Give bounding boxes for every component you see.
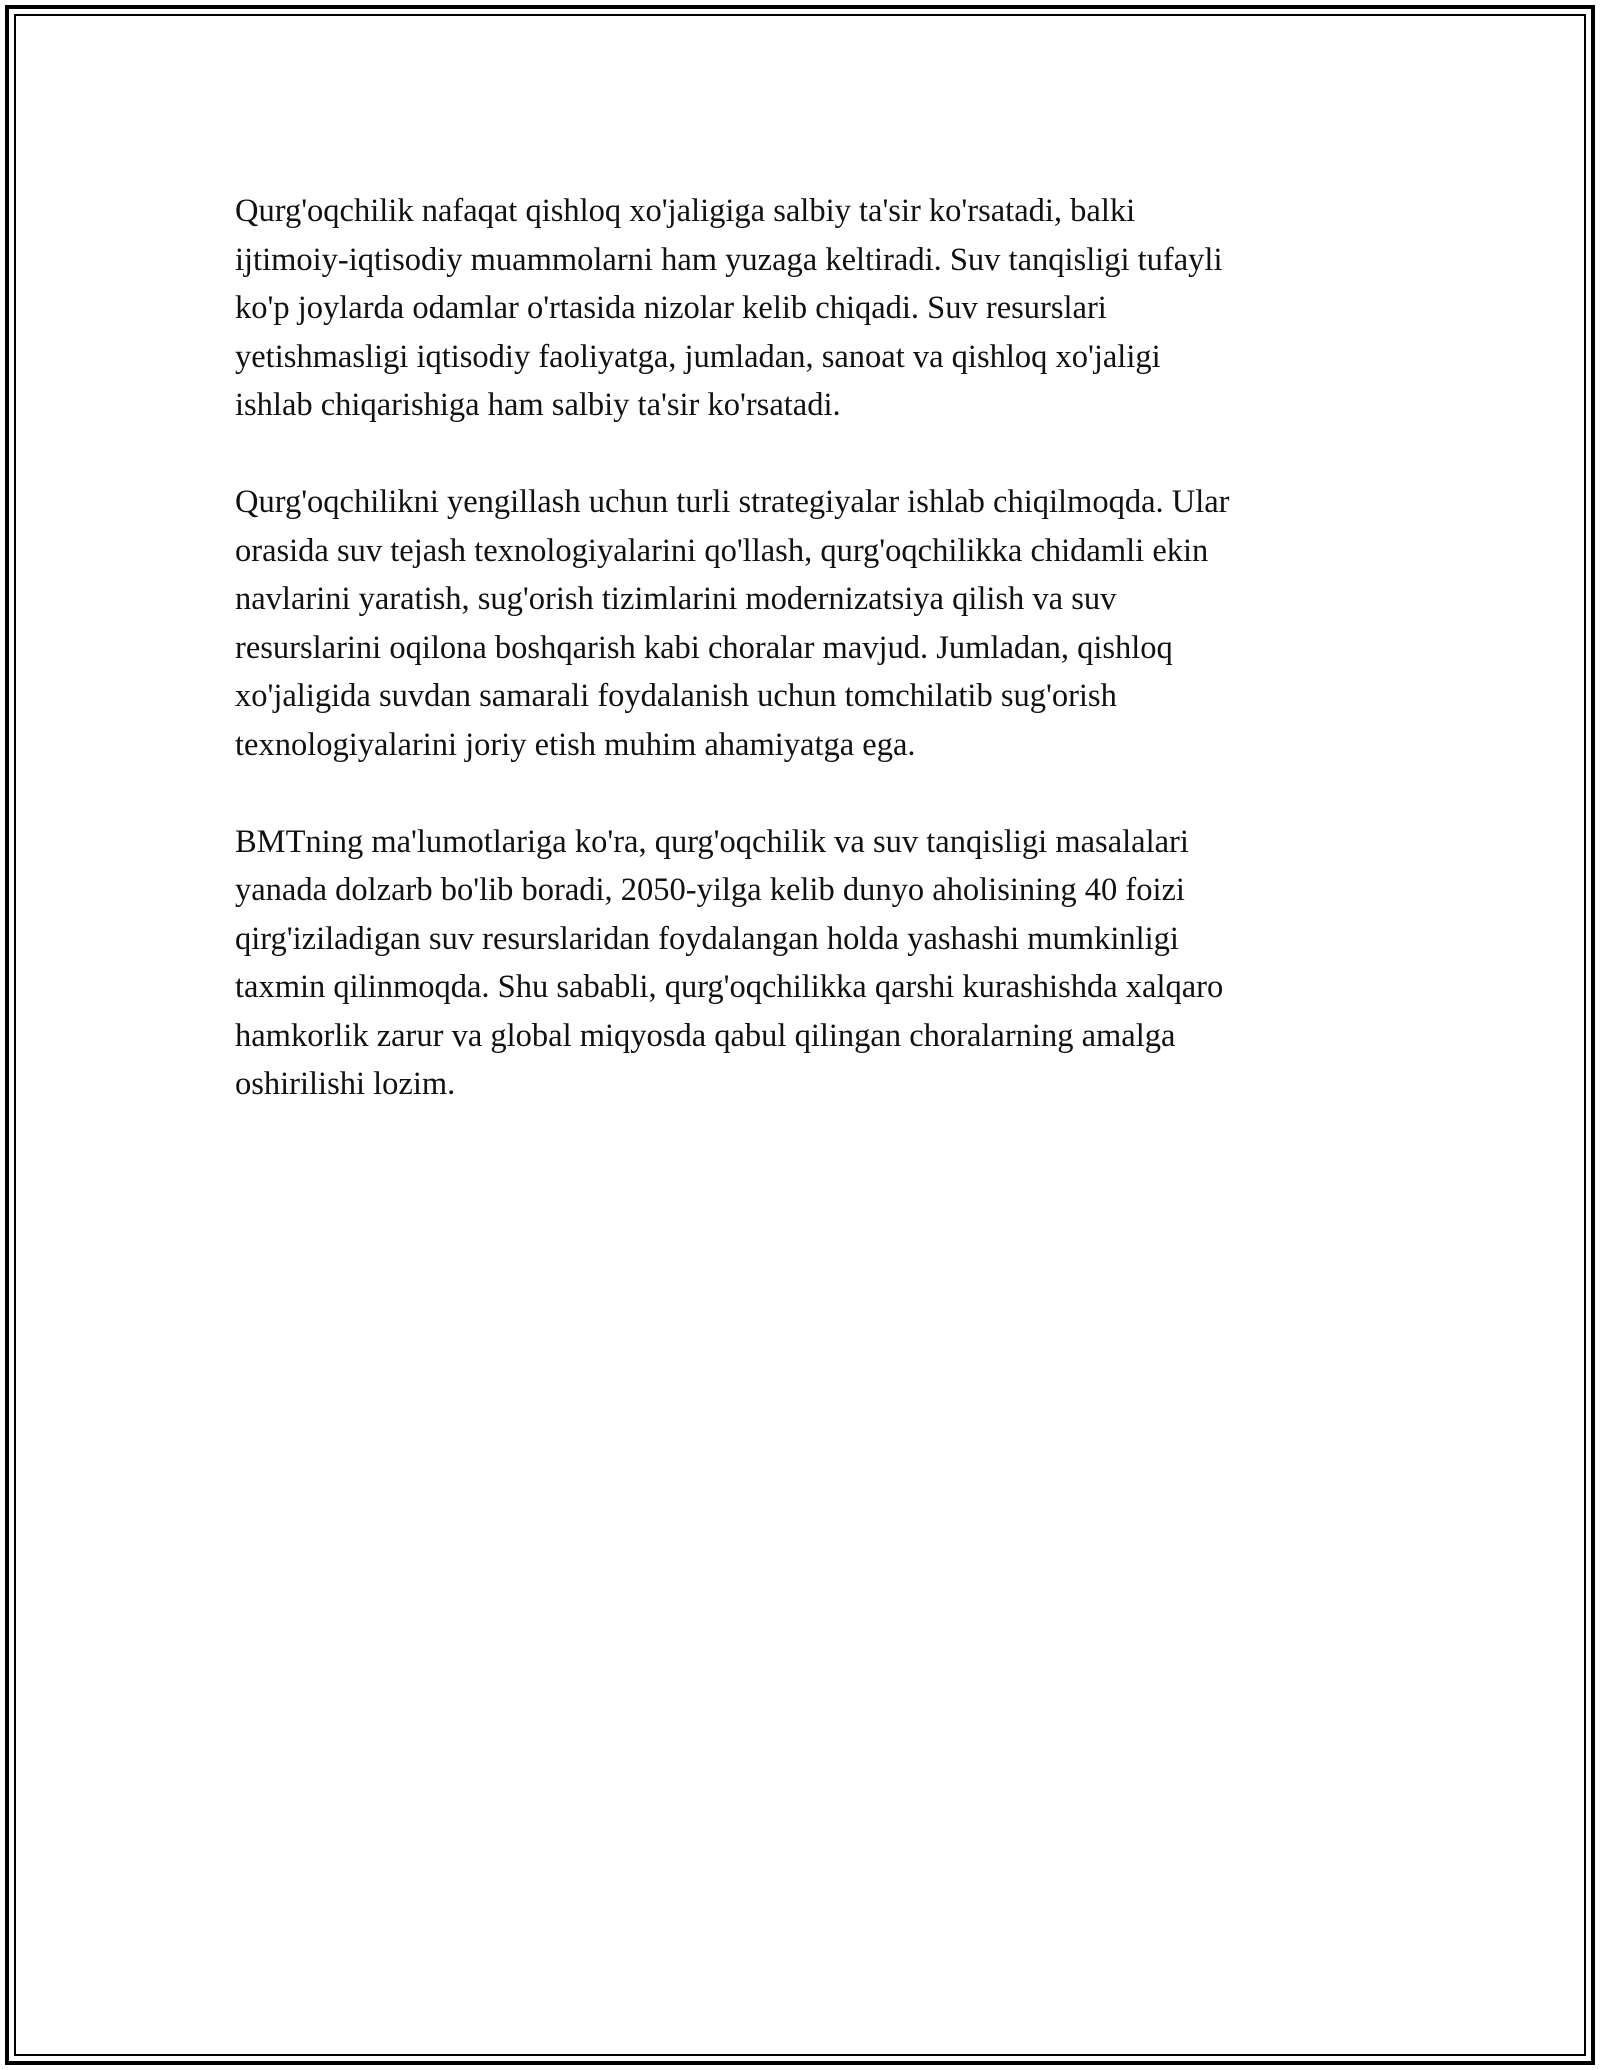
text-line: navlarini yaratish, sug'orish tizimlarini modernizatsiya qilish va suv (235, 581, 1117, 617)
text-line: taxmin qilinmoqda. Shu sababli, qurg'oqchilikka qarshi kurashishda xalqaro (235, 969, 1224, 1005)
text-line: qirg'iziladigan suv resurslaridan foydalangan holda yashashi mumkinligi (235, 920, 1179, 957)
document-body (235, 187, 1385, 1157)
text-line: ijtimoiy-iqtisodiy muammolarni ham yuzaga keltiradi. Suv tanqisligi tufayli (235, 241, 1223, 278)
text-line: Qurg'oqchilik nafaqat qishloq xo'jaligiga salbiy ta'sir ko'rsatadi, balki (235, 193, 1136, 229)
text-line: Qurg'oqchilikni yengillash uchun turli strategiyalar ishlab chiqilmoqda. Ular (235, 484, 1230, 520)
text-line: yanada dolzarb bo'lib boradi, 2050-yilga kelib dunyo aholisining 40 foizi (235, 872, 1185, 908)
paragraph-2 (235, 478, 1385, 769)
text-line: ishlab chiqarishiga ham salbiy ta'sir ko'rsatadi. (235, 387, 841, 423)
text-line: texnologiyalarini joriy etish muhim ahamiyatga ega. (235, 726, 916, 763)
text-line: orasida suv tejash texnologiyalarini qo'llash, qurg'oqchilikka chidamli ekin (235, 532, 1209, 569)
text-line: resurslarini oqilona boshqarish kabi choralar mavjud. Jumladan, qishloq (235, 629, 1173, 666)
text-line: xo'jaligida suvdan samarali foydalanish uchun tomchilatib sug'orish (235, 678, 1117, 714)
text-line: yetishmasligi iqtisodiy faoliyatga, jumladan, sanoat va qishloq xo'jaligi (235, 338, 1161, 375)
text-line: BMTning ma'lumotlariga ko'ra, qurg'oqchilik va suv tanqisligi masalalari (235, 823, 1189, 860)
text-line: oshirilishi lozim. (235, 1066, 456, 1102)
text-line: hamkorlik zarur va global miqyosda qabul qilingan choralarning amalga (235, 1017, 1176, 1054)
paragraph-1 (235, 187, 1385, 430)
paragraph-3 (235, 818, 1385, 1109)
text-line: ko'p joylarda odamlar o'rtasida nizolar kelib chiqadi. Suv resurslari (235, 290, 1107, 326)
